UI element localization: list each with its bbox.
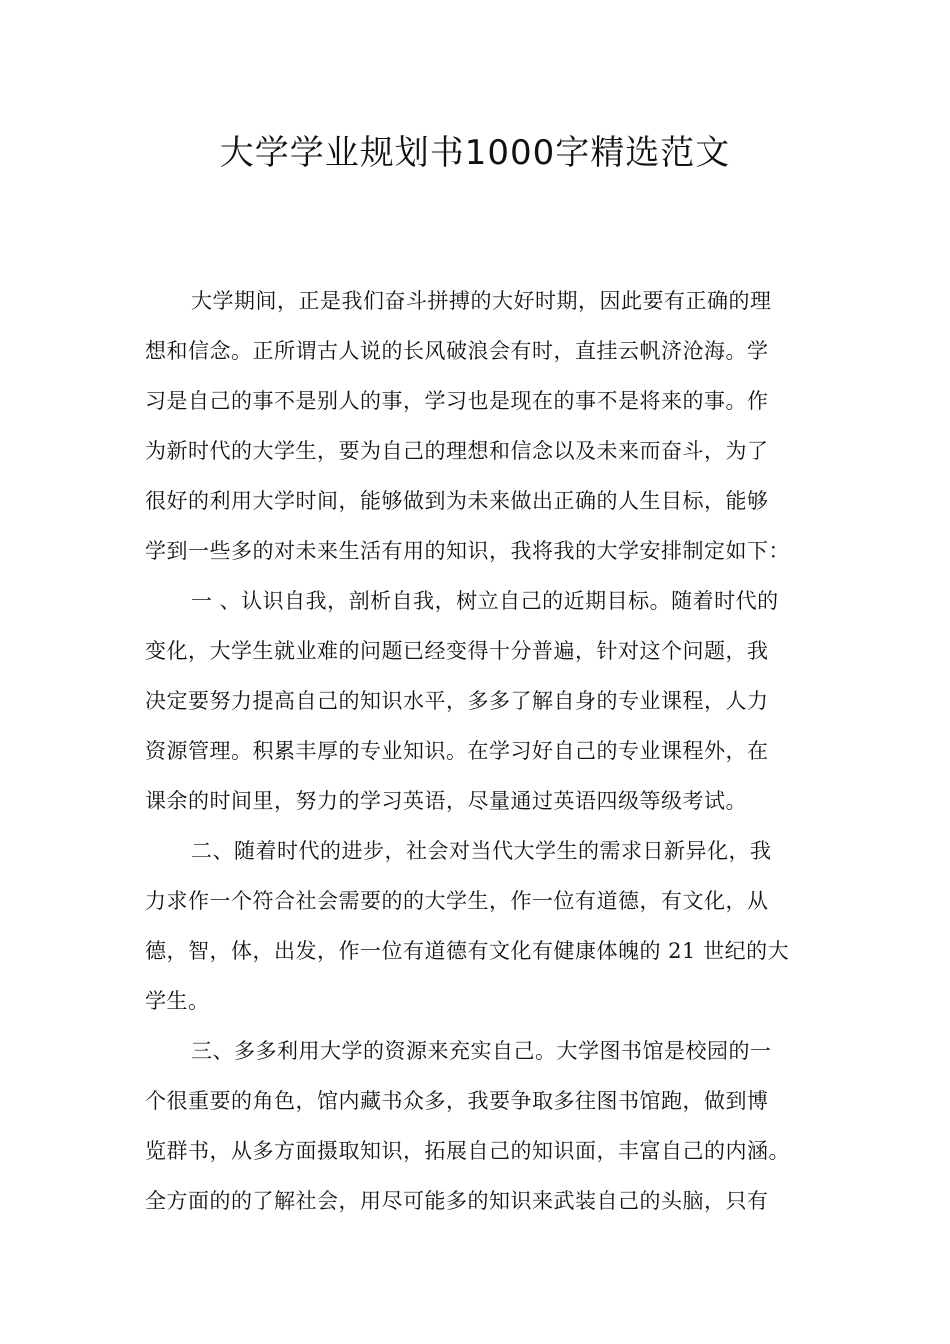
section-three-line-2: 个很重要的角色，馆内藏书众多，我要争取多往图书馆跑，做到博 [145,1089,769,1113]
section-three-line-1: 三、多多利用大学的资源来充实自己。大学图书馆是校园的一 [191,1039,772,1063]
section-two-line-2: 力求作一个符合社会需要的的大学生，作一位有道德，有文化，从 [145,889,769,913]
section-one-line-2: 变化，大学生就业难的问题已经变得十分普遍，针对这个问题，我 [145,639,769,663]
paragraph-intro-line-5: 很好的利用大学时间，能够做到为未来做出正确的人生目标，能够 [145,489,769,513]
section-one-line-5: 课余的时间里，努力的学习英语，尽量通过英语四级等级考试。 [145,789,747,813]
document-title: 大学学业规划书1000字精选范文 [219,133,731,173]
section-two-line-1: 二、随着时代的进步，社会对当代大学生的需求日新异化，我 [191,839,772,863]
section-one-line-4: 资源管理。积累丰厚的专业知识。在学习好自己的专业课程外，在 [145,739,769,763]
paragraph-intro-line-4: 为新时代的大学生，要为自己的理想和信念以及未来而奋斗，为了 [145,439,769,463]
section-one-line-1: 一 、认识自我，剖析自我，树立自己的近期目标。随着时代的 [191,589,779,613]
section-one-line-3: 决定要努力提高自己的知识水平，多多了解自身的专业课程，人力 [145,689,769,713]
section-three-line-3: 览群书，从多方面摄取知识，拓展自己的知识面，丰富自己的内涵。 [145,1139,790,1163]
paragraph-intro-line-6: 学到一些多的对未来生活有用的知识，我将我的大学安排制定如下： [145,539,790,563]
paragraph-intro-line-1: 大学期间，正是我们奋斗拼搏的大好时期，因此要有正确的理 [191,289,772,313]
section-two-line-3: 德，智，体，出发，作一位有道德有文化有健康体魄的 21 世纪的大 [145,939,790,963]
paragraph-intro-line-3: 习是自己的事不是别人的事，学习也是现在的事不是将来的事。作 [145,389,769,413]
paragraph-intro-line-2: 想和信念。正所谓古人说的长风破浪会有时，直挂云帆济沧海。学 [145,339,769,363]
section-two-line-4: 学生。 [145,989,210,1013]
section-three-line-4: 全方面的的了解社会，用尽可能多的知识来武装自己的头脑，只有 [145,1189,769,1213]
